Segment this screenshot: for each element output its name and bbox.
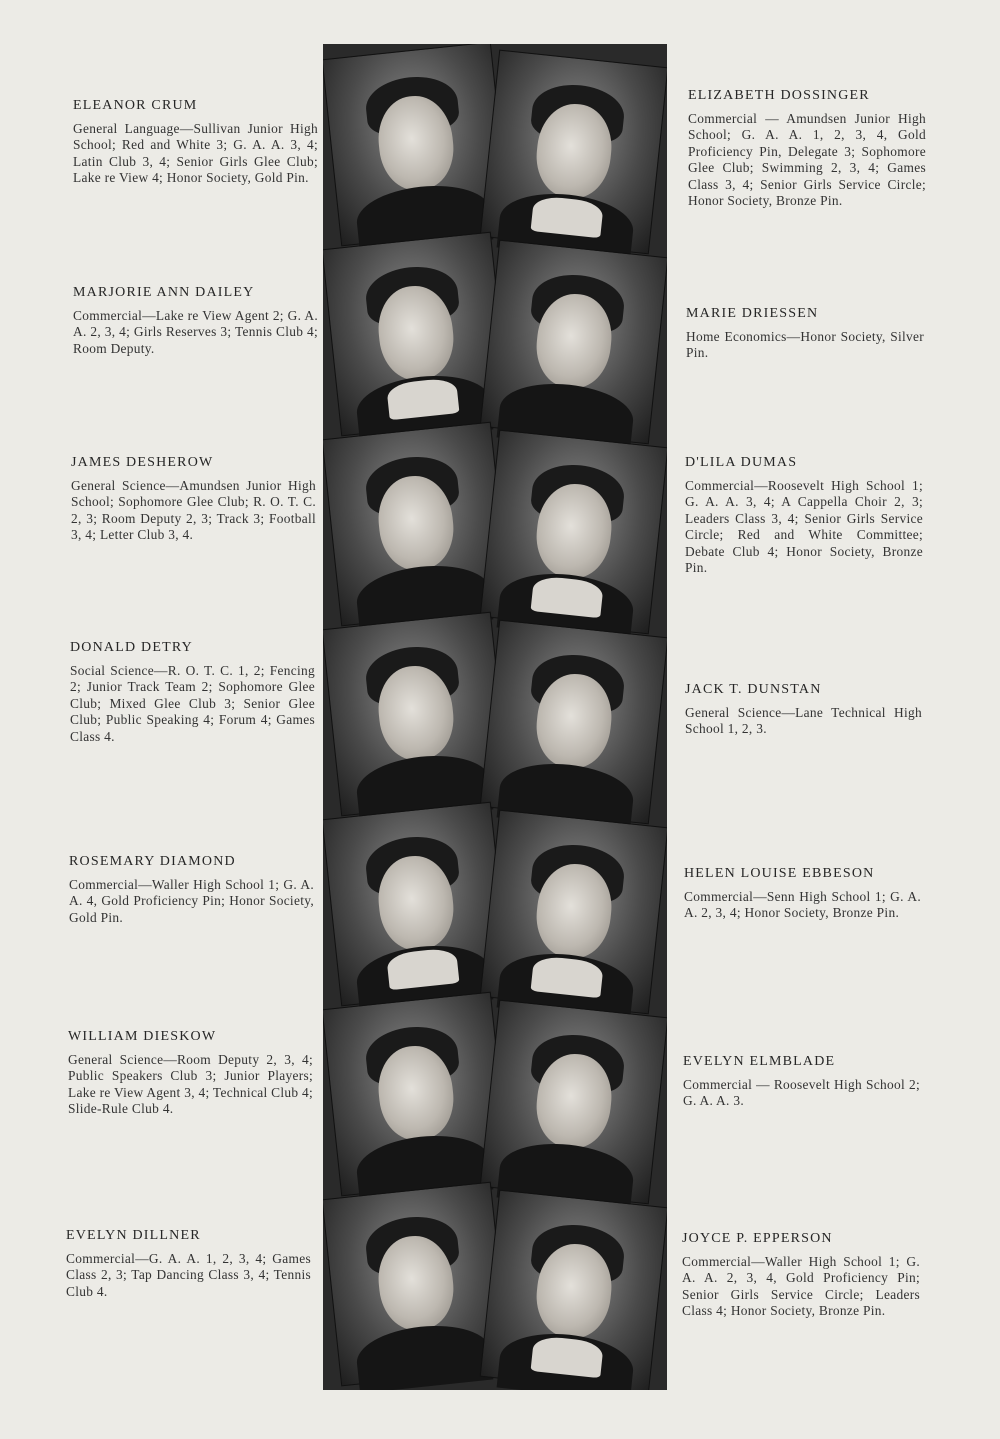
entry-donald-detry [70,640,315,745]
student-activities: Commercial—G. A. A. 1, 2, 3, 4; Games Class 2, 3; Tap Dancing Class 3, 4; Tennis Club 4. [66,1251,311,1299]
student-activities: Commercial—Waller High School 1; G. A. A. 2, 3, 4, Gold Proficiency Pin; Senior Girls Service Circle; Leaders Class 4; Honor Society, Bronze Pin. [682,1254,920,1319]
student-activities: Commercial — Amundsen Junior High School; G. A. A. 1, 2, 3, 4, Gold Proficiency Pin, Delegate 3; Sophomore Glee Club; Swimming 2, 3, 4; Games Class 3, 4; Senior Girls Service Circle; Honor Society, Bronze Pin. [688,111,926,209]
entry-william-dieskow [68,1029,313,1118]
student-activities: General Science—Amundsen Junior High School; Sophomore Glee Club; R. O. T. C. 2, 3; Room Deputy 2, 3; Track 3; Football 3, 4; Letter Club 3, 4. [71,478,316,543]
student-name: WILLIAM DIESKOW [68,1029,217,1044]
entry-eleanor-crum [73,98,318,187]
student-activities: Commercial—Roosevelt High School 1; G. A. A. 3, 4; A Cappella Choir 2, 3; Leaders Class 3, 4; Senior Girls Service Circle; Red and White Committee; Debate Club 4; Honor Society, Bronze Pin. [685,478,923,576]
student-name: JOYCE P. EPPERSON [682,1231,833,1246]
entry-rosemary-diamond [69,854,314,926]
entry-evelyn-elmblade [683,1054,920,1110]
portrait-photo [480,810,667,1015]
student-activities: General Science—Room Deputy 2, 3, 4; Public Speakers Club 3; Junior Players; Lake re View Agent 3, 4; Technical Club 4; Slide-Rule Club 4. [68,1052,314,1117]
student-activities: Commercial—Lake re View Agent 2; G. A. A. 2, 3, 4; Girls Reserves 3; Tennis Club 4; Room Deputy. [73,308,318,356]
entry-helen-louise-ebbeson [684,866,921,922]
entry-dlila-dumas [685,455,923,576]
portrait-photo [480,240,667,445]
student-activities: Social Science—R. O. T. C. 1, 2; Fencing 2; Junior Track Team 2; Sophomore Glee Club; Mixed Glee Club 3; Senior Glee Club; Public Speaking 4; Forum 4; Games Class 4. [70,663,315,744]
student-name: MARIE DRIESSEN [686,306,819,321]
student-activities: General Language—Sullivan Junior High School; Red and White 3; G. A. A. 3, 4; Latin Club 3, 4; Senior Girls Glee Club; Lake re View 4; Honor Society, Gold Pin. [73,121,318,186]
student-activities: General Science—Lane Technical High School 1, 2, 3. [685,705,922,737]
student-activities: Home Economics—Honor Society, Silver Pin. [686,329,924,361]
entry-marie-driessen [686,306,924,362]
portrait-photo [480,1000,667,1205]
student-activities: Commercial—Senn High School 1; G. A. A. 2, 3, 4; Honor Society, Bronze Pin. [684,889,921,921]
entry-evelyn-dillner [66,1228,311,1300]
student-name: JAMES DESHEROW [71,455,214,470]
entry-marjorie-ann-dailey [73,285,318,357]
portrait-photo [480,620,667,825]
student-activities: Commercial—Waller High School 1; G. A. A. 4, Gold Proficiency Pin; Honor Society, Gold Pin. [69,877,314,925]
portrait-photo [480,50,667,255]
entry-joyce-p-epperson [682,1231,920,1320]
student-name: EVELYN ELMBLADE [683,1054,836,1069]
student-activities: Commercial — Roosevelt High School 2; G. A. A. 3. [683,1077,920,1109]
student-name: ROSEMARY DIAMOND [69,854,236,869]
student-name: ELEANOR CRUM [73,98,198,113]
student-name: MARJORIE ANN DAILEY [73,285,255,300]
entry-elizabeth-dossinger [688,88,926,209]
student-name: ELIZABETH DOSSINGER [688,88,870,103]
entry-jack-t-dunstan [685,682,922,738]
student-name: DONALD DETRY [70,640,193,655]
portrait-photo [480,1190,667,1390]
entry-james-desherow [71,455,316,544]
student-name: D'LILA DUMAS [685,455,798,470]
student-name: HELEN LOUISE EBBESON [684,866,875,881]
portrait-photo [480,430,667,635]
student-name: EVELYN DILLNER [66,1228,201,1243]
portrait-strip [323,44,667,1390]
student-name: JACK T. DUNSTAN [685,682,822,697]
